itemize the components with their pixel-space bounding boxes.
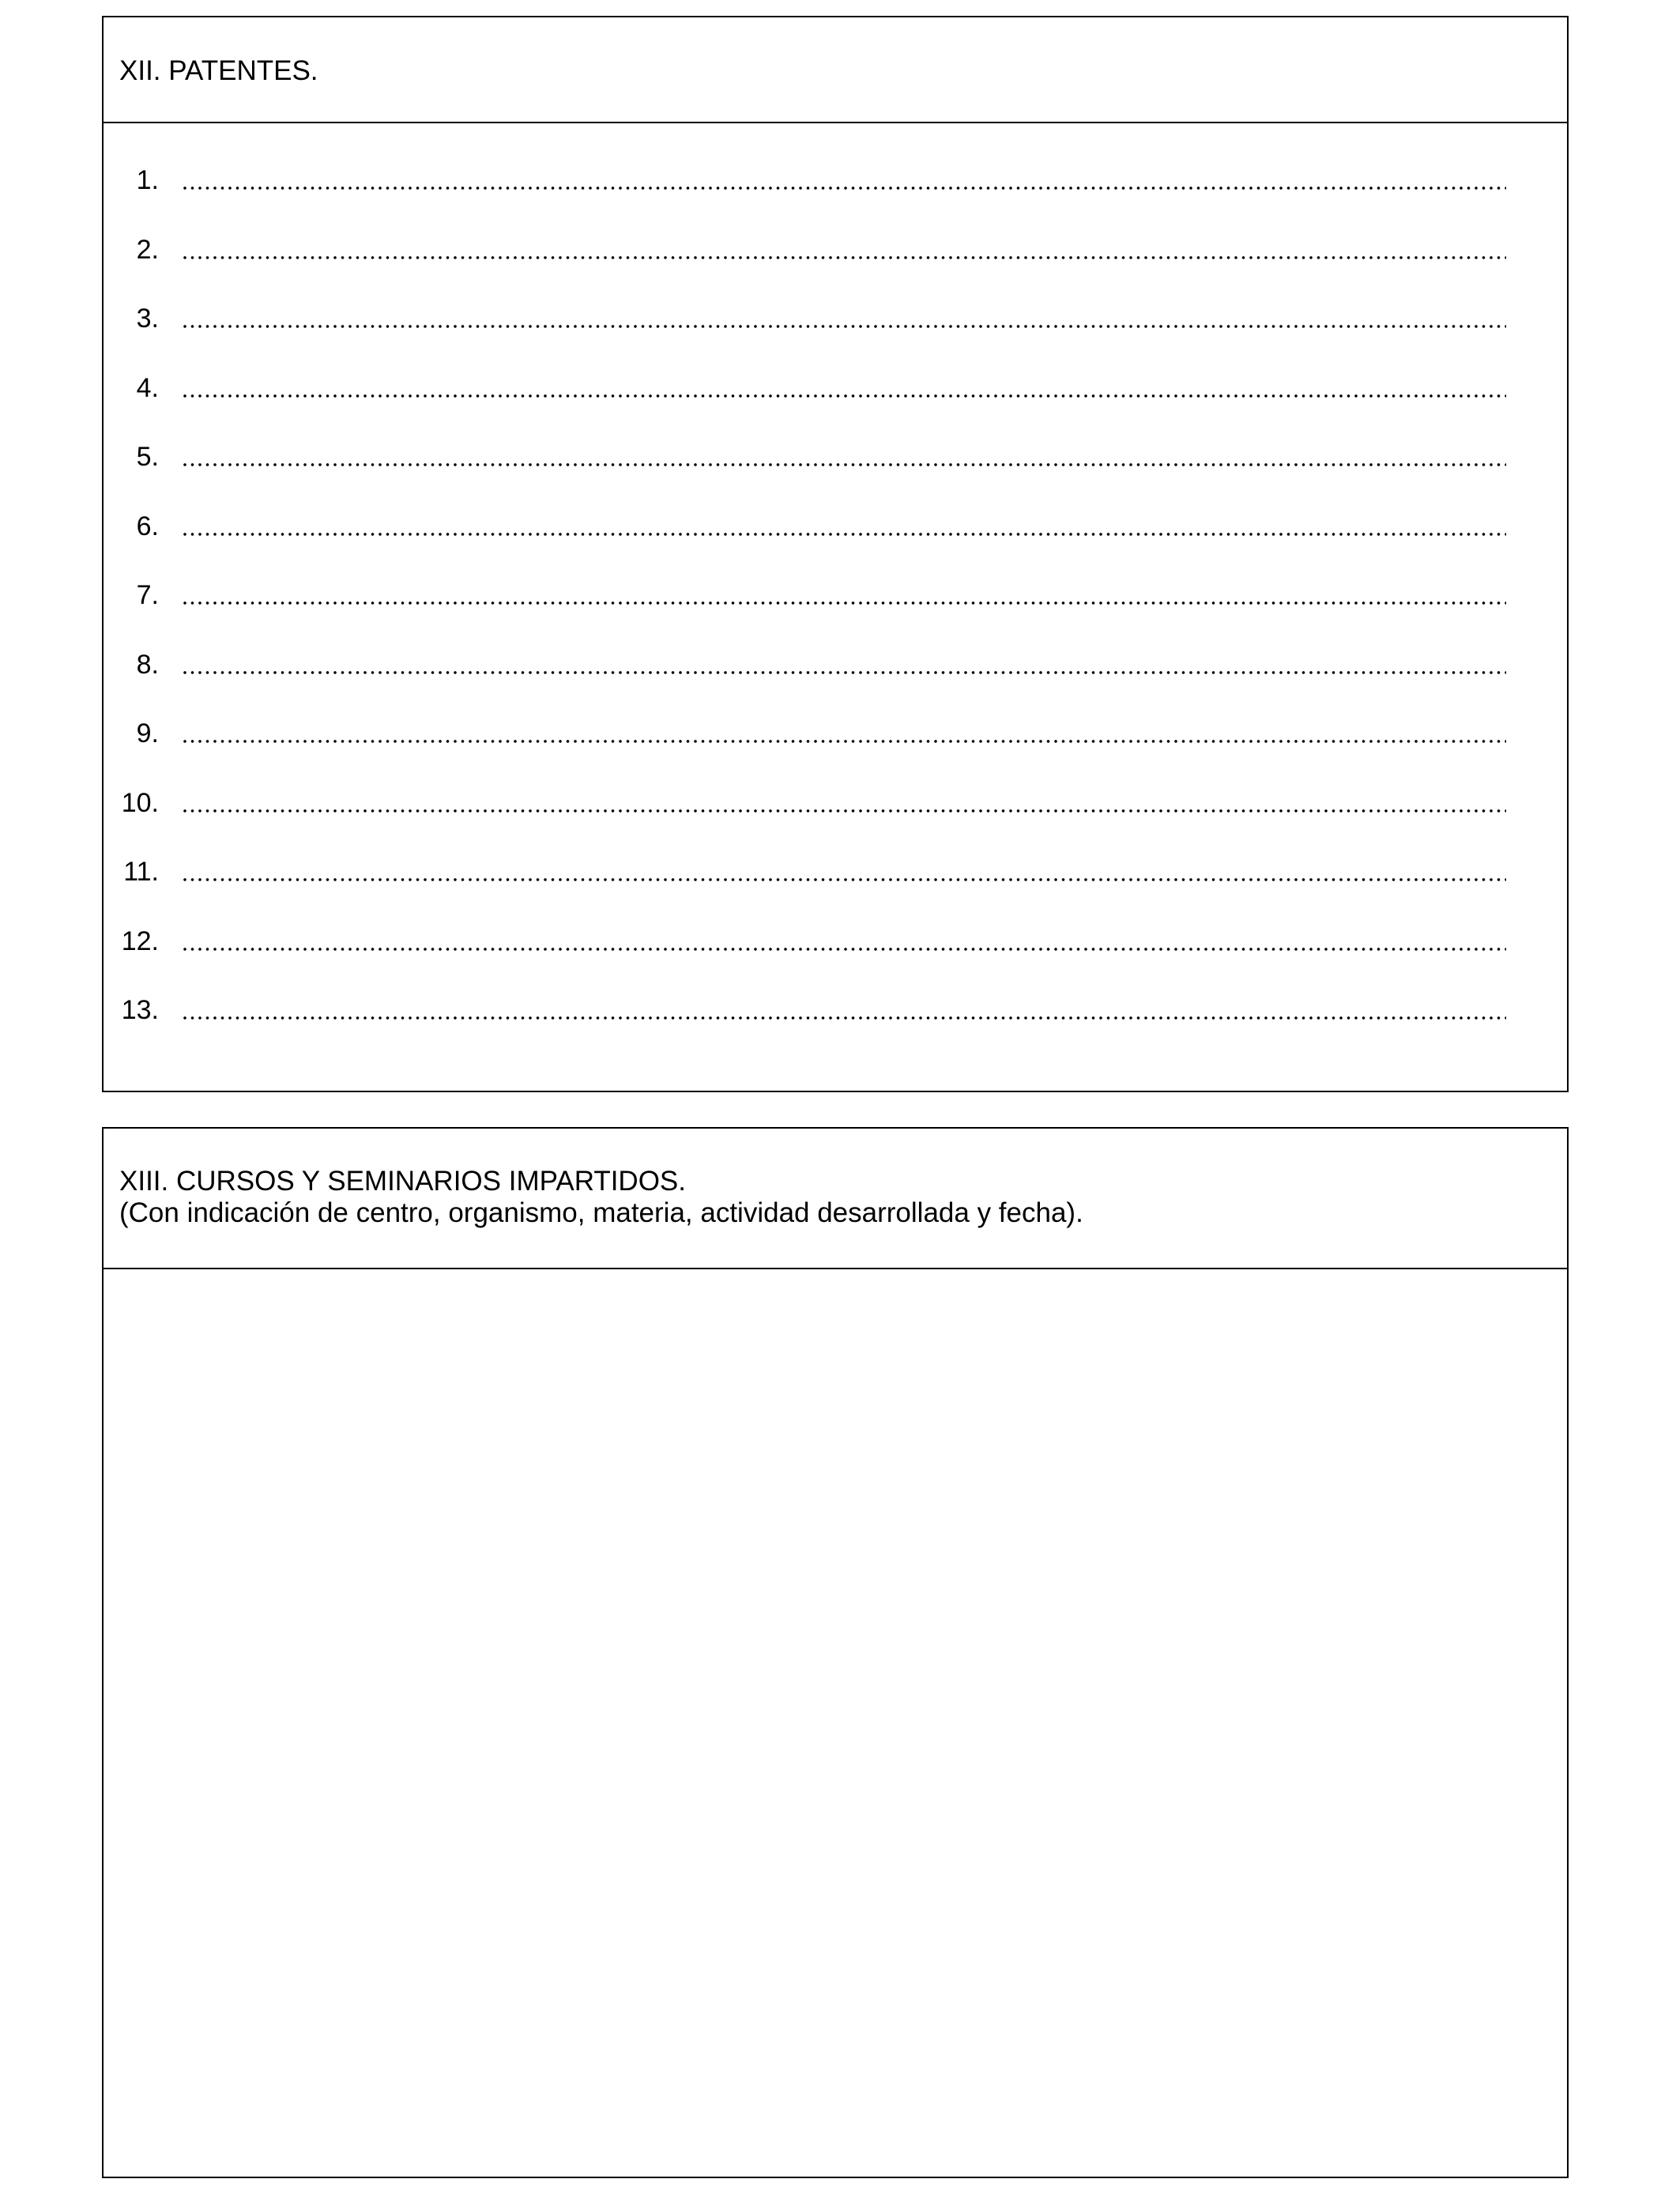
patent-line-number: 10.: [121, 787, 159, 818]
patent-line-number: 6.: [136, 511, 159, 541]
dotted-fill-line: [183, 325, 1506, 328]
patent-line-number: 2.: [136, 234, 159, 265]
patent-line[interactable]: [104, 994, 1567, 1042]
patent-line-number: 11.: [123, 857, 159, 887]
dotted-fill-line: [183, 533, 1506, 536]
dotted-fill-line: [183, 809, 1506, 812]
patents-section: [102, 16, 1569, 1092]
dotted-fill-line: [183, 740, 1506, 743]
courses-entry-area[interactable]: [104, 1269, 1567, 2177]
courses-section: [102, 1127, 1569, 2178]
dotted-fill-line: [183, 671, 1506, 674]
patent-line-number: 13.: [121, 995, 159, 1025]
dotted-fill-line: [183, 601, 1506, 605]
patent-line-number: 7.: [136, 580, 159, 610]
patent-line[interactable]: [104, 856, 1567, 903]
patent-line[interactable]: [104, 925, 1567, 973]
patent-line[interactable]: [104, 372, 1567, 420]
patent-line-number: 3.: [136, 303, 159, 334]
patent-line[interactable]: [104, 511, 1567, 558]
courses-section-subtitle: (Con indicación de centro, organismo, materia, actividad desarrollada y fecha).: [119, 1197, 1083, 1228]
patent-line[interactable]: [104, 164, 1567, 212]
dotted-fill-line: [183, 1016, 1506, 1020]
patent-line[interactable]: [104, 441, 1567, 488]
courses-section-heading: [119, 1166, 1083, 1229]
patents-section-header: [104, 17, 1567, 123]
dotted-fill-line: [183, 948, 1506, 951]
patent-line[interactable]: [104, 234, 1567, 281]
patents-section-title: XII. PATENTES.: [119, 55, 318, 86]
patent-line[interactable]: [104, 787, 1567, 835]
patent-line-number: 1.: [136, 165, 159, 195]
patent-line-number: 12.: [121, 925, 159, 956]
dotted-fill-line: [183, 187, 1506, 190]
patent-line[interactable]: [104, 579, 1567, 627]
patent-line[interactable]: [104, 303, 1567, 350]
patent-line-number: 9.: [136, 718, 159, 748]
dotted-fill-line: [183, 394, 1506, 398]
dotted-fill-line: [183, 463, 1506, 466]
patent-line-number: 8.: [136, 649, 159, 680]
dotted-fill-line: [183, 878, 1506, 881]
patent-line-number: 5.: [136, 442, 159, 472]
patent-line-number: 4.: [136, 372, 159, 403]
patent-line[interactable]: [104, 649, 1567, 696]
dotted-fill-line: [183, 256, 1506, 259]
courses-section-header: [104, 1129, 1567, 1269]
patent-line[interactable]: [104, 718, 1567, 765]
courses-section-title: XIII. CURSOS Y SEMINARIOS IMPARTIDOS.: [119, 1166, 687, 1197]
